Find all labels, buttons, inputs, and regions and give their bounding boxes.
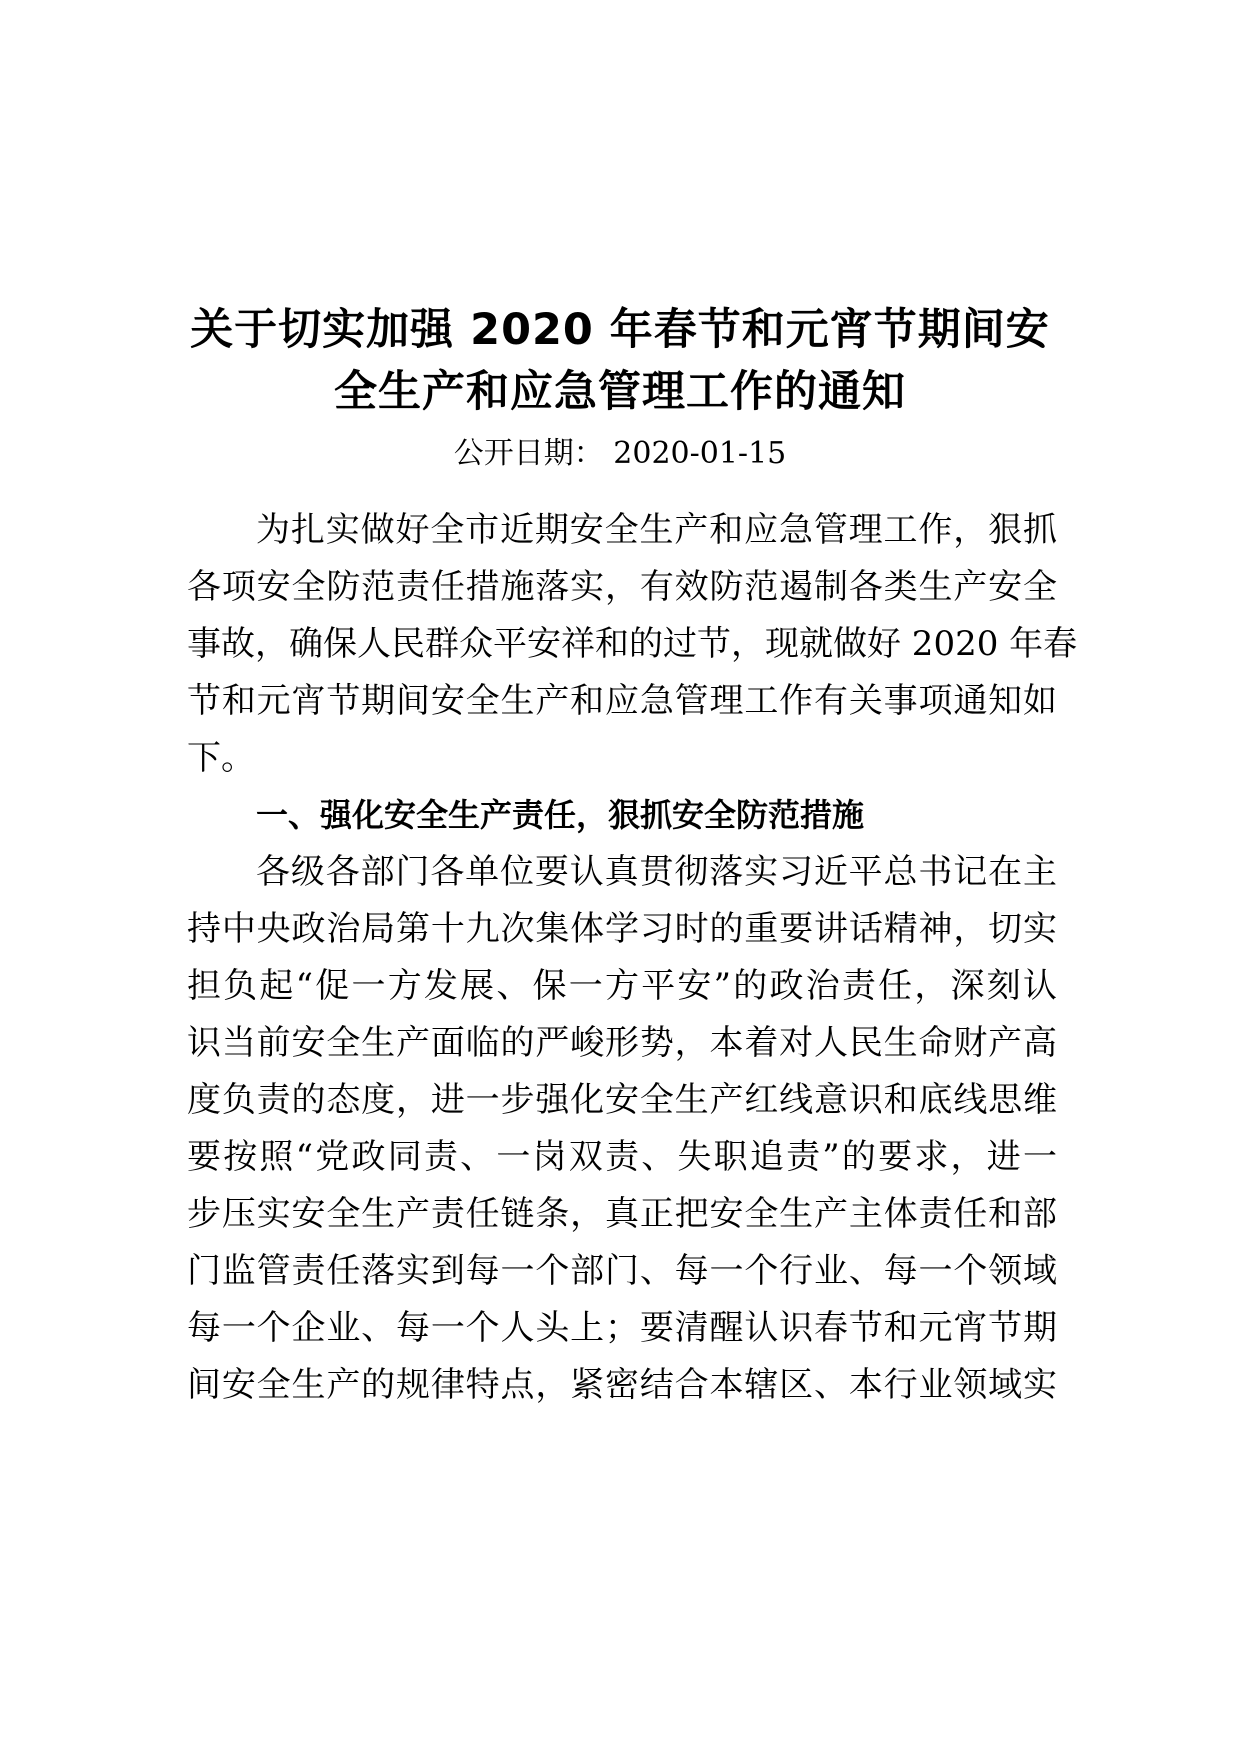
- publish-date: 公开日期： 2020-01-15: [453, 436, 787, 471]
- intro-line: 节和元宵节期间安全生产和应急管理工作有关事项通知如: [187, 681, 1057, 721]
- section-1-heading: 一、强化安全生产责任，狠抓安全防范措施: [256, 796, 865, 834]
- section-1-line: 识当前安全生产面临的严峻形势，本着对人民生命财产高: [187, 1023, 1057, 1063]
- section-1-line: 门监管责任落实到每一个部门、每一个行业、每一个领域: [187, 1251, 1057, 1291]
- section-1-line: 持中央政治局第十九次集体学习时的重要讲话精神，切实: [187, 909, 1057, 949]
- section-1-line: 担负起“促一方发展、保一方平安”的政治责任，深刻认: [187, 966, 1057, 1006]
- section-1-line: 步压实安全生产责任链条，真正把安全生产主体责任和部: [187, 1194, 1057, 1234]
- intro-line: 下。: [187, 738, 255, 778]
- document-title-line-2: 全生产和应急管理工作的通知: [334, 367, 906, 417]
- intro-line: 事故，确保人民群众平安祥和的过节，现就做好 2020 年春: [187, 624, 1078, 664]
- intro-line: 为扎实做好全市近期安全生产和应急管理工作，狠抓: [256, 510, 1057, 550]
- document-title-line-1: 关于切实加强 2020 年春节和元宵节期间安: [190, 305, 1050, 355]
- section-1-line: 各级各部门各单位要认真贯彻落实习近平总书记在主: [256, 852, 1057, 892]
- section-1-line: 要按照“党政同责、一岗双责、失职追责”的要求，进一: [187, 1137, 1057, 1177]
- section-1-line: 每一个企业、每一个人头上；要清醒认识春节和元宵节期: [187, 1308, 1057, 1348]
- section-1-line: 度负责的态度，进一步强化安全生产红线意识和底线思维: [187, 1080, 1057, 1120]
- intro-line: 各项安全防范责任措施落实，有效防范遏制各类生产安全: [187, 567, 1057, 607]
- section-1-line: 间安全生产的规律特点，紧密结合本辖区、本行业领域实: [187, 1365, 1057, 1405]
